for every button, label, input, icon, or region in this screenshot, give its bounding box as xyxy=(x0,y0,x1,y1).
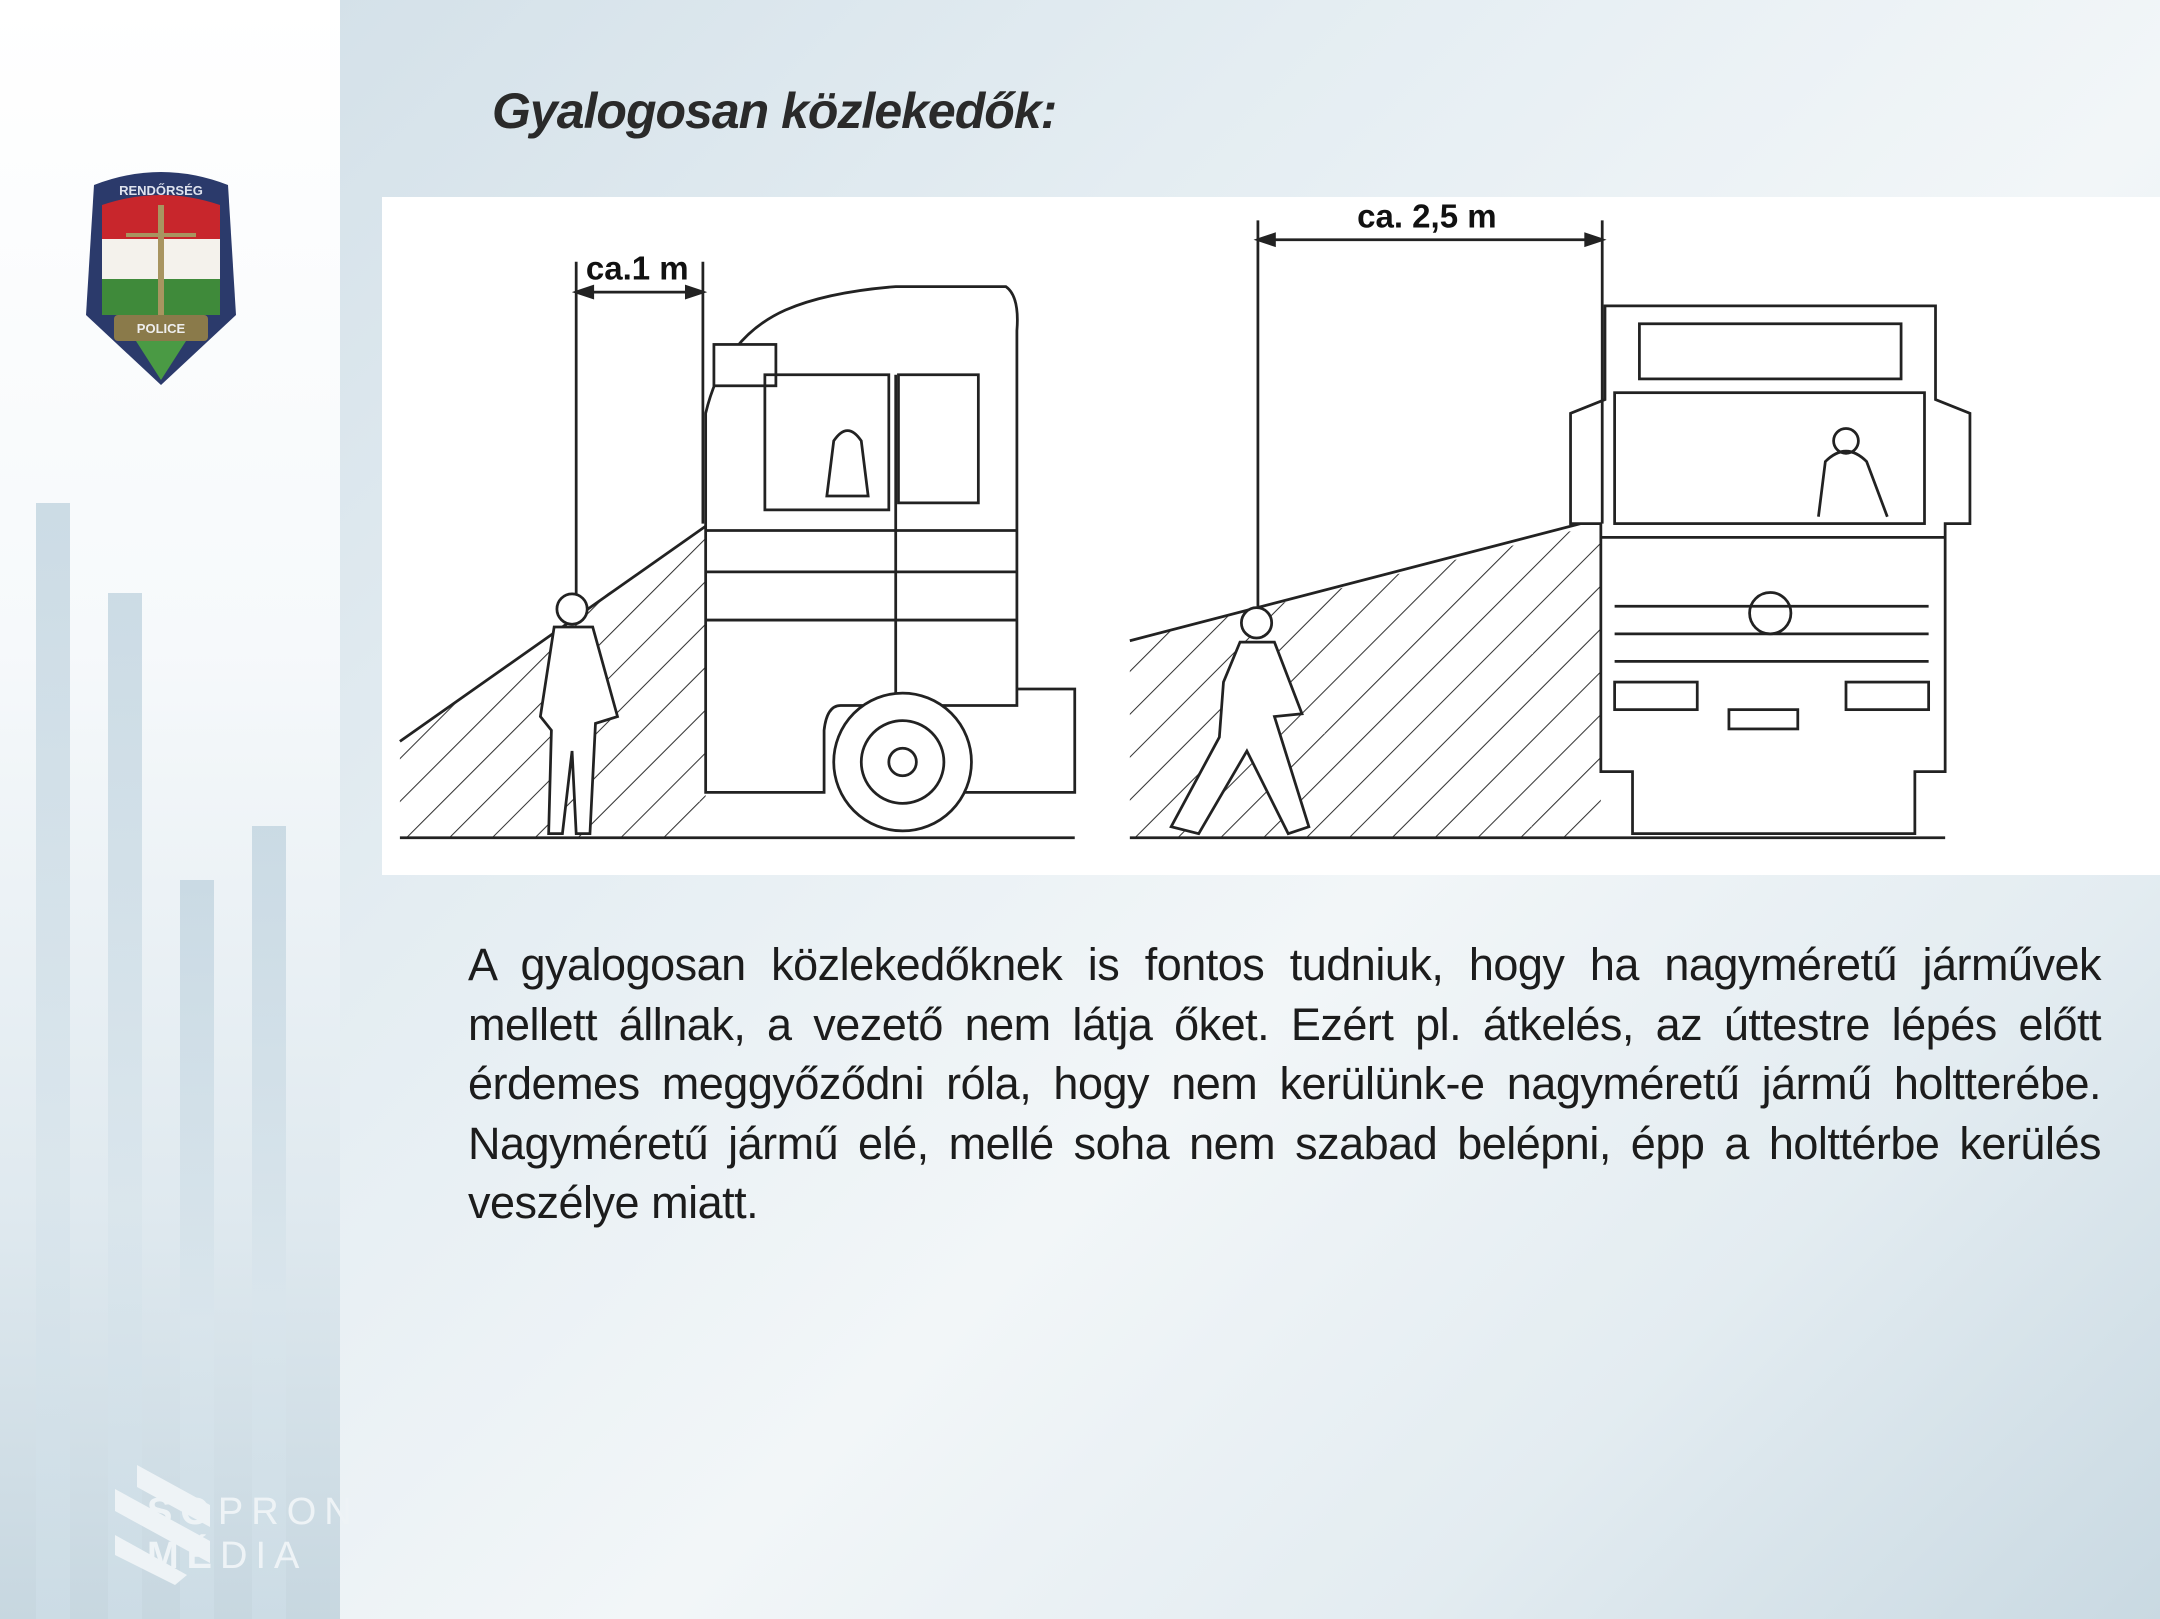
truck-front-view xyxy=(1571,306,1970,834)
blind-spot-figure xyxy=(382,197,2160,875)
badge-top-text: RENDŐRSÉG xyxy=(119,183,203,198)
slide-title: Gyalogosan közlekedők: xyxy=(492,83,1057,139)
decorative-bar xyxy=(36,503,70,1619)
dimension-label-2-5m: ca. 2,5 m xyxy=(1357,198,1497,236)
watermark-text: DIA xyxy=(220,1535,308,1577)
police-badge-logo xyxy=(76,165,246,387)
watermark-text: SO xyxy=(147,1491,218,1533)
sopron-media-watermark xyxy=(147,1490,360,1578)
badge-bottom-text: POLICE xyxy=(136,321,186,336)
slide-body-text: A gyalogosan közlekedőknek is fontos tudniuk, hogy ha nagyméretű járművek mellett állnak, a vezető nem látja őket. Ezért pl. átkelés, az úttestre lépés előtt érdemes meggyőződni róla, hogy nem kerülünk-e nagyméretű jármű holtterébe. Nagyméretű jármű elé, mellé soha nem szabad belépni, épp a holttérbe kerülés veszélye miatt. xyxy=(468,939,2101,1228)
watermark-text: PRON xyxy=(217,1491,360,1533)
truck-side-view xyxy=(706,287,1075,831)
dimension-label-1m: ca.1 m xyxy=(585,250,689,288)
watermark-text: MÉ xyxy=(147,1535,220,1577)
